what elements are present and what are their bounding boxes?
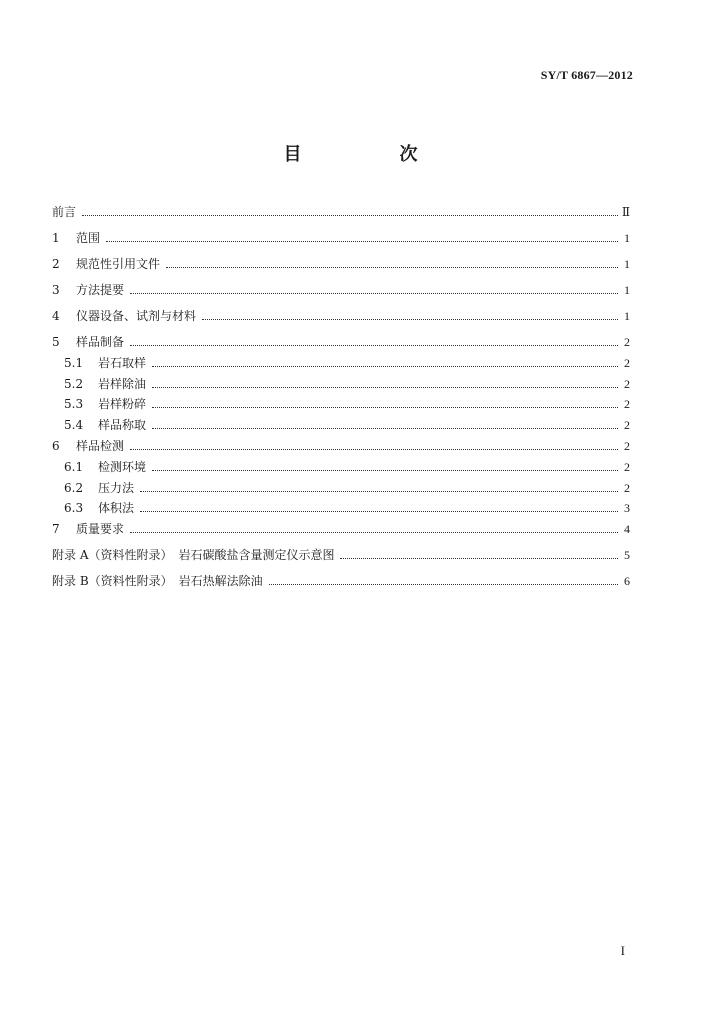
toc-leader-dots [130,449,618,450]
toc-entry-5[interactable] [52,333,630,354]
toc-entry-label: 岩样除油 [98,376,147,391]
toc-entry-appendix-a[interactable] [52,546,630,572]
toc-entry-page: 4 [624,522,630,537]
toc-entry-label: 规范性引用文件 [76,257,161,271]
toc-entry-label: 压力法 [98,480,135,495]
toc-leader-dots [152,428,618,429]
toc-leader-dots [340,558,618,559]
toc-entry-page: 1 [624,309,630,323]
toc-entry-number: 6 [52,438,60,453]
toc-entry-label: 仪器设备、试剂与材料 [76,309,197,323]
toc-entry-6[interactable] [52,437,630,458]
toc-entry-number: 7 [52,522,60,537]
toc-entry-label: 样品检测 [76,438,125,453]
toc-entry-number: 2 [52,257,60,271]
toc-leader-dots [130,293,618,294]
toc-entry-page: Ⅱ [621,205,630,219]
toc-entry-label: 体积法 [98,501,135,516]
toc-entry-number: 6.2 [64,480,84,495]
toc-entry-page: 1 [624,283,630,297]
table-of-contents [52,203,630,598]
toc-entry-foreword[interactable] [52,203,630,229]
toc-entry-number: 3 [52,283,60,297]
toc-leader-dots [152,470,618,471]
toc-entry-3[interactable] [52,281,630,307]
toc-entry-label: 岩石取样 [98,355,147,370]
toc-entry-number: 1 [52,231,60,245]
page-number: I [620,943,625,958]
toc-entry-label: 样品称取 [98,418,147,433]
toc-entry-page: 2 [624,335,630,349]
toc-entry-6-2[interactable] [52,479,630,500]
toc-leader-dots [130,532,618,533]
toc-entry-page: 3 [624,501,630,516]
toc-leader-dots [82,215,618,216]
toc-entry-label: 附录 A（资料性附录） 岩石碳酸盐含量测定仪示意图 [52,548,335,563]
toc-entry-label: 检测环境 [98,459,147,474]
toc-entry-5-2[interactable] [52,375,630,396]
toc-entry-page: 5 [624,548,630,563]
toc-entry-label: 范围 [76,231,101,245]
toc-entry-page: 1 [624,231,630,245]
toc-entry-number: 5.2 [64,376,84,391]
toc-entry-page: 6 [624,574,630,589]
toc-entry-7[interactable] [52,520,630,546]
toc-entry-5-1[interactable] [52,354,630,375]
toc-leader-dots [269,584,618,585]
toc-entry-label: 样品制备 [76,335,125,349]
toc-entry-6-1[interactable] [52,458,630,479]
toc-entry-2[interactable] [52,255,630,281]
toc-entry-6-3[interactable] [52,499,630,520]
toc-entry-label: 附录 B（资料性附录） 岩石热解法除油 [52,574,263,589]
toc-entry-page: 2 [624,376,630,391]
toc-entry-number: 6.1 [64,459,84,474]
toc-entry-5-4[interactable] [52,416,630,437]
toc-entry-4[interactable] [52,307,630,333]
toc-entry-page: 1 [624,257,630,271]
toc-entry-appendix-b[interactable] [52,572,630,598]
toc-entry-1[interactable] [52,229,630,255]
toc-entry-label: 质量要求 [76,522,125,537]
toc-entry-number: 4 [52,309,60,323]
toc-entry-number: 5.1 [64,355,84,370]
toc-entry-label: 岩样粉碎 [98,397,147,412]
standard-code: SY/T 6867—2012 [540,68,633,82]
toc-entry-page: 2 [624,480,630,495]
toc-leader-dots [130,345,618,346]
toc-entry-number: 6.3 [64,501,84,516]
toc-entry-page: 2 [624,397,630,412]
toc-leader-dots [152,387,618,388]
toc-leader-dots [152,366,618,367]
page-title: 目 次 [283,144,458,165]
toc-entry-label: 方法提要 [76,283,125,297]
toc-leader-dots [202,319,618,320]
toc-entry-page: 2 [624,438,630,453]
toc-leader-dots [166,267,618,268]
toc-entry-page: 2 [624,459,630,474]
toc-entry-number: 5.4 [64,418,84,433]
toc-entry-label: 前言 [52,205,77,219]
toc-entry-page: 2 [624,355,630,370]
toc-entry-number: 5.3 [64,397,84,412]
toc-leader-dots [140,491,618,492]
toc-entry-5-3[interactable] [52,395,630,416]
toc-leader-dots [140,511,618,512]
toc-entry-number: 5 [52,335,60,349]
toc-leader-dots [152,407,618,408]
toc-leader-dots [106,241,618,242]
toc-entry-page: 2 [624,418,630,433]
